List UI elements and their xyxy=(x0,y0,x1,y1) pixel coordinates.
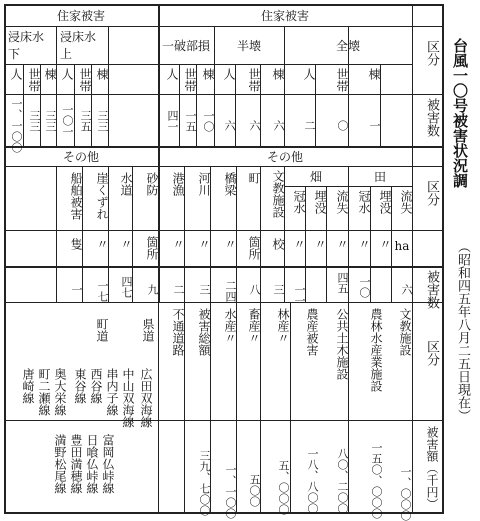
document-title: 台風一〇号被害状況調 xyxy=(451,38,469,188)
road-list-item: 富岡仏峠線 xyxy=(101,434,115,494)
value-cell: 三 xyxy=(198,284,211,295)
unit-cell: 箇所 xyxy=(247,236,261,260)
value-cell: 一、一〇〇 xyxy=(10,98,23,153)
col-port: 港漁 xyxy=(171,172,185,196)
value-cell: 二 xyxy=(172,284,185,295)
higai-count-label: 被害数 xyxy=(424,98,439,137)
unit-person: 人 xyxy=(222,68,236,80)
unit-household: 世帯 xyxy=(27,68,41,92)
unit-person: 人 xyxy=(165,68,179,80)
half-destroyed-header: 半壊 xyxy=(236,38,261,53)
item-forestry: 林産〃 xyxy=(276,308,290,344)
value-cell: 一〇 xyxy=(358,276,371,298)
col-river: 河川 xyxy=(197,172,211,196)
unit-cell: 〃 xyxy=(335,238,349,250)
col-flooded: 冠水 xyxy=(292,190,306,214)
col-washed: 流失 xyxy=(399,190,413,214)
amount-cell: 一五〇、〇〇〇 xyxy=(370,442,383,519)
unit-person: 人 xyxy=(60,68,74,80)
other-damage-header: その他 xyxy=(266,149,303,164)
amount-cell: 五、〇〇〇 xyxy=(277,460,290,515)
unit-household: 世帯 xyxy=(247,68,261,92)
unit-cell: ha xyxy=(394,239,410,253)
item-fishery: 水産〃 xyxy=(223,308,237,344)
value-cell: 九 xyxy=(146,284,159,295)
road-list-item: 広田双海線 xyxy=(139,368,153,428)
value-cell: 四一 xyxy=(166,110,179,132)
partial-damage-header: 一破部損 xyxy=(161,38,210,53)
field-hatake-header: 畑 xyxy=(309,169,322,184)
road-list-item: 中山双海線 xyxy=(121,368,135,428)
value-cell: 三三 xyxy=(44,110,57,132)
unit-cell: 〃 xyxy=(292,238,306,250)
unit-cell: 〃 xyxy=(95,238,109,250)
kubun-label: 区分 xyxy=(424,40,439,66)
amount-cell: 五〇〇 xyxy=(248,474,261,507)
housing-damage-header: 住家被害 xyxy=(260,8,309,23)
value-cell: 六 xyxy=(272,120,285,131)
value-cell: 三 xyxy=(272,284,285,295)
value-cell: 〇 xyxy=(336,120,349,131)
unit-household: 世帯 xyxy=(335,68,349,92)
unit-building: 棟 xyxy=(271,68,285,80)
value-cell: 一 xyxy=(368,120,381,131)
value-cell: 二 xyxy=(303,120,316,131)
unit-cell: 〃 xyxy=(378,238,392,250)
road-list-item: 豊田満穂線 xyxy=(69,434,83,494)
value-cell: 三三 xyxy=(28,110,41,132)
col-flooded: 冠水 xyxy=(357,190,371,214)
unit-cell: 隻 xyxy=(69,238,83,250)
prefecture-road-label: 県道 xyxy=(141,318,155,342)
col-ship: 船舶被害 xyxy=(69,172,83,220)
higai-count-label: 被害数 xyxy=(424,270,439,309)
col-buried: 埋没 xyxy=(378,190,392,214)
unit-household: 世帯 xyxy=(183,68,197,92)
item-blocked-road: 不通道路 xyxy=(171,308,185,356)
amount-cell: 一、〇〇〇 xyxy=(399,466,412,521)
col-bridge: 橋梁 xyxy=(223,172,237,196)
amount-cell: 八〇、二〇〇 xyxy=(336,448,349,514)
item-education: 文教施設 xyxy=(398,308,412,356)
value-cell: 四七 xyxy=(120,276,133,298)
kubun-label: 区分 xyxy=(424,340,439,366)
unit-household: 世帯 xyxy=(78,68,92,92)
other-damage-header: その他 xyxy=(62,149,99,164)
value-cell: 四五 xyxy=(336,272,349,294)
col-education: 文教施設 xyxy=(271,170,285,218)
value-cell: 二四 xyxy=(224,280,237,302)
unit-cell: 箇所 xyxy=(145,236,159,260)
full-destroyed-header: 全壊 xyxy=(335,38,360,53)
value-cell: 一〇 xyxy=(202,110,215,132)
road-list-item: 串内子線 xyxy=(105,368,119,416)
value-cell: 一五 xyxy=(184,110,197,132)
road-list-item: 満野松尾線 xyxy=(53,434,67,494)
kubun-label: 区分 xyxy=(424,180,439,206)
unit-building: 棟 xyxy=(367,68,381,80)
col-town-road: 町 xyxy=(247,172,261,184)
item-total: 被害総額 xyxy=(197,308,211,356)
col-buried: 埋没 xyxy=(313,190,327,214)
item-agri-facility: 農林水産業施設 xyxy=(369,308,383,392)
value-cell: 三三 xyxy=(96,110,109,132)
flood-under-header: 浸床水下 xyxy=(8,30,45,61)
amount-cell: 三九、七〇〇 xyxy=(198,450,211,516)
item-agri-damage: 農産被害 xyxy=(305,308,319,356)
unit-cell: 〃 xyxy=(313,238,327,250)
amount-label: 被害額（千円） xyxy=(425,426,439,510)
amount-cell: 一、一〇〇 xyxy=(224,464,237,519)
value-cell: 一〇一 xyxy=(61,104,74,137)
value-cell: 六 xyxy=(248,120,261,131)
col-sabo: 砂防 xyxy=(145,172,159,196)
road-list-item: 日喰仏峠線 xyxy=(85,434,99,494)
value-cell: 一七 xyxy=(96,280,109,302)
unit-building: 棟 xyxy=(201,68,215,80)
road-list-item: 唐崎線 xyxy=(21,368,35,404)
unit-building: 棟 xyxy=(43,68,57,80)
unit-person: 人 xyxy=(9,68,23,80)
amount-cell: 一八、八〇〇 xyxy=(306,448,319,514)
document-subtitle: （昭和四五年八月二五日現在） xyxy=(455,240,470,422)
unit-person: 人 xyxy=(302,68,316,80)
road-list-item: 東谷線 xyxy=(73,368,87,404)
unit-cell: 校 xyxy=(271,238,285,250)
value-cell: 一 xyxy=(70,284,83,295)
field-ta-header: 田 xyxy=(373,169,386,184)
unit-cell: 〃 xyxy=(223,238,237,250)
flood-over-header: 浸床水上 xyxy=(60,30,97,61)
value-cell: 六 xyxy=(400,284,413,295)
col-landslide: 崖くずれ xyxy=(95,172,109,220)
value-cell: 一一 xyxy=(293,284,306,306)
unit-cell: 〃 xyxy=(197,238,211,250)
col-washed: 流失 xyxy=(335,190,349,214)
unit-building: 棟 xyxy=(95,68,109,80)
col-water: 水道 xyxy=(119,172,133,196)
unit-cell: 〃 xyxy=(357,238,371,250)
value-cell: 六 xyxy=(223,120,236,131)
item-livestock: 畜産〃 xyxy=(247,308,261,344)
road-list-item: 町二瀬線 xyxy=(37,368,51,416)
unit-cell: 〃 xyxy=(119,238,133,250)
item-public-works: 公共土木施設 xyxy=(335,308,349,380)
housing-damage-header: 住家被害 xyxy=(56,8,105,23)
unit-cell: 〃 xyxy=(171,238,185,250)
road-list-item: 奥大栄線 xyxy=(53,368,67,416)
road-list-item: 西谷線 xyxy=(89,368,103,404)
town-road-label: 町道 xyxy=(95,318,109,342)
value-cell: 八 xyxy=(248,284,261,295)
value-cell: 三五 xyxy=(79,110,92,132)
